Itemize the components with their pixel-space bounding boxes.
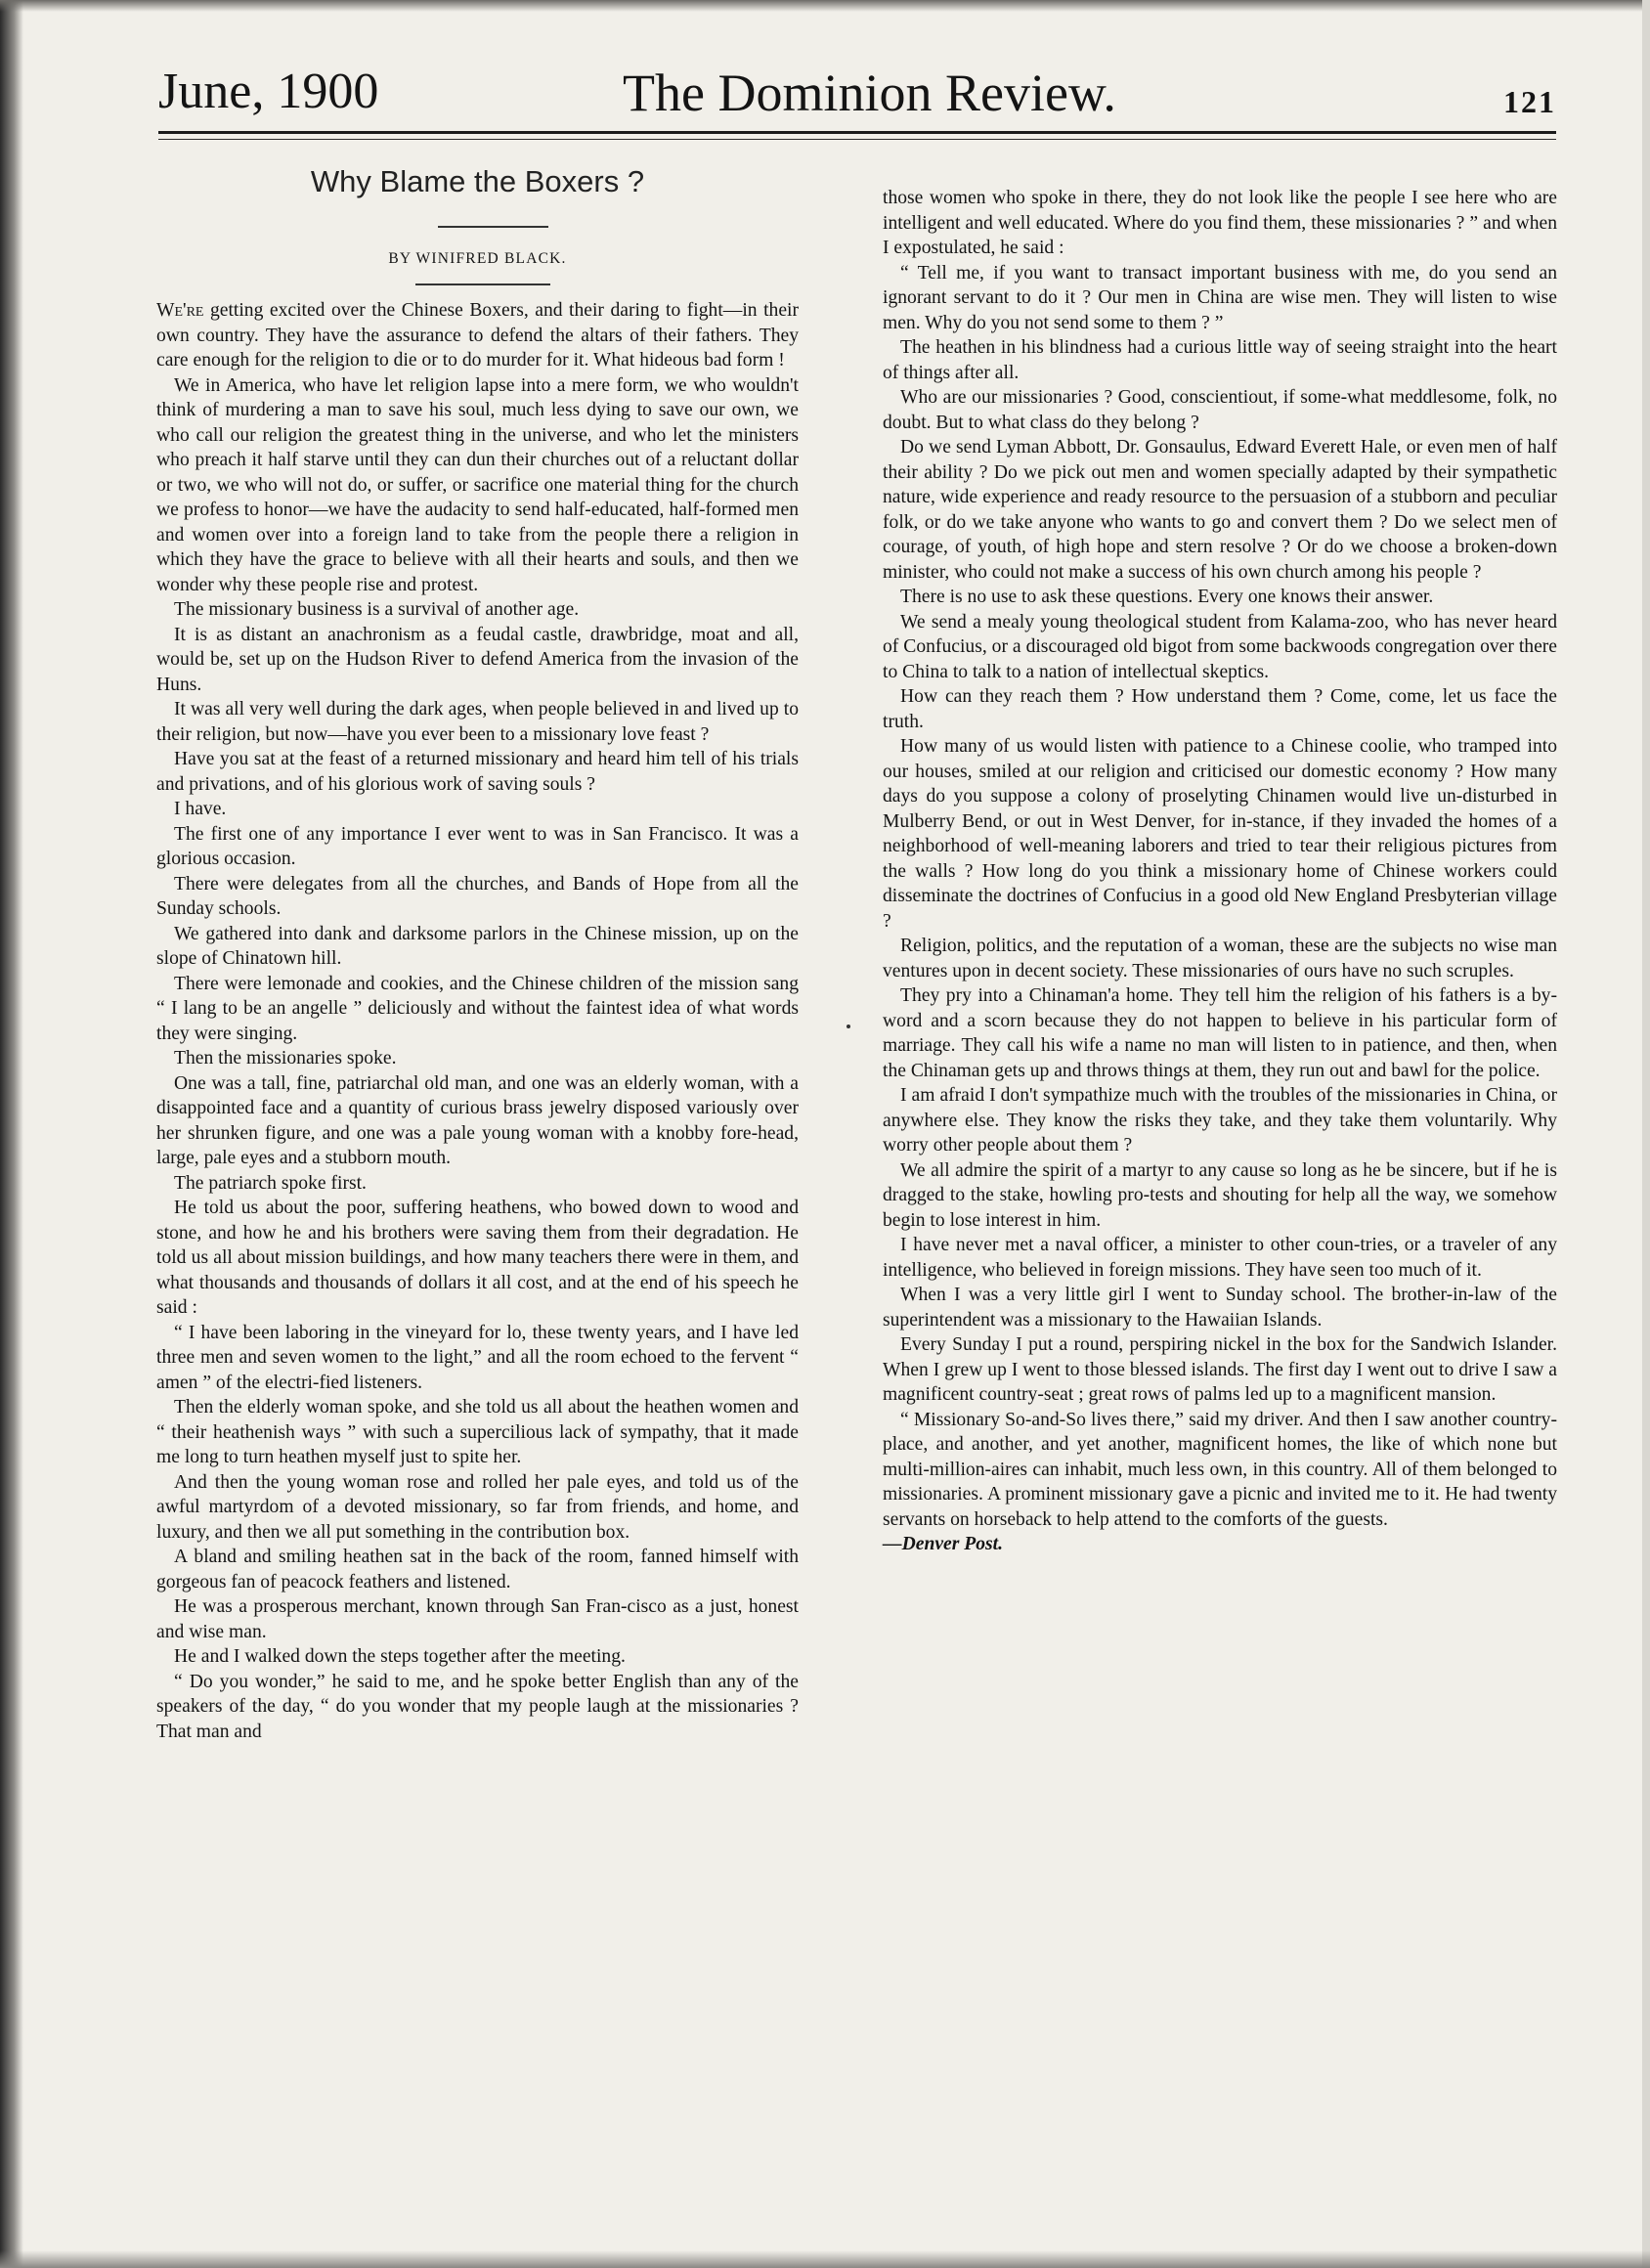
byline: BY WINIFRED BLACK. — [388, 250, 567, 267]
paragraph: The patriarch spoke first. — [174, 1172, 367, 1194]
paragraph: I have. — [174, 799, 227, 819]
page-number: 121 — [1503, 84, 1556, 119]
paragraph: It is as distant an anachronism as a feudal castle, drawbridge, moat and all, would be, set up on the Hudson River to defend America from the invasion of the Huns. — [156, 624, 799, 695]
paragraph: The first one of any importance I ever went to was in San Francisco. It was a glorious occasion. — [156, 823, 799, 869]
paragraph: Every Sunday I put a round, perspiring nickel in the box for the Sandwich Islander. When I grew up I went to those blessed islands. The first day I went out to drive I saw a magnificent country-seat ; great rows of palms led up to a magnificent mansion. — [883, 1334, 1557, 1405]
paragraph: “ I have been laboring in the vineyard for lo, these twenty years, and I have led three men and seven women to the light,” and all the room echoed to the fervent “ amen ” of the electri-fied listeners. — [156, 1322, 799, 1393]
running-header — [158, 61, 1556, 131]
dropcap-word: We're — [156, 300, 204, 321]
paragraph: One was a tall, fine, patriarchal old man, and one was an elderly woman, with a disappointed face and a quantity of curious brass jewelry disposed variously over her shrunken figure, and one was a pale young woman with a knobby fore-head, large, pale eyes and a stubborn mouth. — [156, 1072, 799, 1168]
column-right — [883, 186, 1557, 1557]
paragraph: It was all very well during the dark ages, when people believed in and lived up to their religion, but now—have you ever been to a missionary love feast ? — [156, 699, 799, 745]
paragraph: How can they reach them ? How understand them ? Come, come, let us face the truth. — [883, 686, 1557, 732]
paragraph: And then the young woman rose and rolled her pale eyes, and told us of the awful martyrdom of a devoted missionary, so far from friends, and home, and luxury, and then we all put something in the contribution box. — [156, 1471, 799, 1543]
paragraph: Do we send Lyman Abbott, Dr. Gonsaulus, Edward Everett Hale, or even men of half their ability ? Do we pick out men and women specially adapted by their sympathetic nature, wide experience and ready resource to the persuasion of a stubborn and peculiar folk, or do we take anyone who wants to go and convert them ? Do we select men of courage, of youth, of high hope and stern resolve ? Or do we choose a broken-down minister, who could not make a success of his own church among his people ? — [883, 437, 1557, 583]
paragraph: “ Missionary So-and-So lives there,” said my driver. And then I saw another country-place, and another, and yet another, magnificent homes, the like of which none but multi-million-aires can inhabit, much less own, in this country. All of them belonged to missionaries. A prominent missionary gave a picnic and invited me to it. He had twenty servants on horseback to help attend to the comforts of the guests. — [883, 1409, 1557, 1530]
source-credit: —Denver Post. — [883, 1534, 1003, 1554]
paragraph: A bland and smiling heathen sat in the back of the room, fanned himself with gorgeous fan of peacock feathers and listened. — [156, 1547, 799, 1592]
paragraph: Then the missionaries spoke. — [174, 1048, 397, 1069]
paragraph: There were lemonade and cookies, and the Chinese children of the mission sang “ I lang to be an angelle ” deliciously and without the faintest idea of what words they were singing. — [156, 973, 799, 1044]
paragraph: We in America, who have let religion lapse into a mere form, we who wouldn't think of murdering a man to save his soul, much less dying to save our own, we who call our religion the greatest thing in the universe, and who let the ministers who preach it half starve until they can dun their churches out of a reluctant dollar or two, we who will not do, or suffer, or sacrifice one material thing for the church we profess to honor—we have the audacity to send half-educated, half-formed men and women over into a foreign land to take from the people there a religion in which they have the grace to believe with all their hearts and souls, and then we wonder why these people rise and protest. — [156, 374, 799, 595]
page-edge-right — [1642, 0, 1650, 2268]
paragraph: He told us about the poor, suffering heathens, who bowed down to wood and stone, and how he and his brothers were saving them from their degradation. He told us all about mission buildings, and how many teachers there were in them, and what thousands and thousands of dollars it all cost, and at the end of his speech he said : — [156, 1198, 799, 1318]
paragraph: There were delegates from all the churches, and Bands of Hope from all the Sunday schools. — [156, 873, 799, 919]
title-rule — [438, 226, 548, 228]
paragraph-text: getting excited over the Chinese Boxers, and their daring to fight—in their own country. They have the assurance to defend the altars of their fathers. They care enough for the religion to die or to do murder for it. What hideous bad form ! — [156, 300, 799, 371]
column-left — [156, 298, 799, 1744]
paragraph: “ Tell me, if you want to transact important business with me, do you send an ignorant servant to do it ? Our men in China are wise men. They will listen to wise men. Why do you not send some to them ? ” — [883, 262, 1557, 333]
paragraph: Religion, politics, and the reputation of a woman, these are the subjects no wise man ventures upon in decent society. These missionaries of ours have no such scruples. — [883, 936, 1557, 981]
paragraph: We all admire the spirit of a martyr to any cause so long as he be sincere, but if he is dragged to the stake, howling pro-tests and shouting for help all the way, we somehow begin to lose interest in him. — [883, 1159, 1557, 1231]
byline-rule — [415, 284, 550, 285]
paragraph: We send a mealy young theological student from Kalama-zoo, who has never heard of Confucius, or a discouraged old bigot from some backwoods congregation over there to China to talk to a nation of intellectual skeptics. — [883, 611, 1557, 682]
paragraph: The missionary business is a survival of another age. — [174, 599, 580, 620]
paragraph: those women who spoke in there, they do not look like the people I see here who are intelligent and well educated. Where do you find them, these missionaries ? ” and when I expostulated, he said : — [883, 188, 1557, 258]
paragraph: I am afraid I don't sympathize much with the troubles of the missionaries in China, or anywhere else. They know the risks they take, and they take them voluntarily. Why worry other people about them ? — [883, 1085, 1557, 1156]
paragraph: “ Do you wonder,” he said to me, and he spoke better English than any of the speakers of the day, “ do you wonder that my people laugh at the missionaries ? That man and — [156, 1671, 799, 1742]
paragraph: I have never met a naval officer, a minister to other coun-tries, or a traveler of any intelligence, who believed in foreign missions. They have seen too much of it. — [883, 1235, 1557, 1281]
paragraph: We gathered into dank and darksome parlors in the Chinese mission, up on the slope of Chinatown hill. — [156, 923, 799, 969]
paragraph: There is no use to ask these questions. Every one knows their answer. — [900, 587, 1434, 607]
paragraph: When I was a very little girl I went to Sunday school. The brother-in-law of the superintendent was a missionary to the Hawaiian Islands. — [883, 1285, 1557, 1330]
article-title: Why Blame the Boxers ? — [310, 164, 645, 198]
paragraph: The heathen in his blindness had a curious little way of seeing straight into the heart of things after all. — [883, 337, 1557, 383]
paragraph: Then the elderly woman spoke, and she told us all about the heathen women and “ their heathenish ways ” with such a supercilious lack of sympathy, that it made me long to turn heathen myself just to spite her. — [156, 1397, 799, 1467]
paragraph: How many of us would listen with patience to a Chinese coolie, who tramped into our houses, smiled at our religion and criticised our domestic economy ? How many days do you suppose a colony of proselyting Chinamen would live un-disturbed in Mulberry Bend, or out in West Denver, for in-stance, if they invaded the homes of a neighborhood of well-meaning laborers and tried to tear their religious pictures from the walls ? How long do you think a missionary home of Chinese workers could disseminate the doctrines of Confucius in a good old New England Presbyterian village ? — [883, 736, 1557, 932]
paragraph: Who are our missionaries ? Good, conscientiout, if some-what meddlesome, folk, no doubt. But to what class do they belong ? — [883, 387, 1557, 433]
page-edge-left — [0, 0, 23, 2268]
paragraph — [156, 298, 799, 373]
paragraph: They pry into a Chinaman'a home. They tell him the religion of his fathers is a by-word and a scorn because they do not happen to believe in his particular form of marriage. They call his wife a name no man will listen to in patience, and then, when the Chinaman gets up and throws things at them, they run out and bawl for the police. — [883, 985, 1557, 1081]
page-edge-bottom — [0, 2250, 1650, 2268]
header-date: June, 1900 — [158, 64, 379, 119]
paragraph: He and I walked down the steps together after the meeting. — [174, 1646, 626, 1667]
header-rule-thin — [158, 139, 1556, 140]
page-edge-top — [0, 0, 1650, 12]
paragraph: Have you sat at the feast of a returned missionary and heard him tell of his trials and privations, and of his glorious work of saving souls ? — [156, 749, 799, 795]
paragraph: He was a prosperous merchant, known through San Fran-cisco as a just, honest and wise man. — [156, 1596, 799, 1642]
journal-title: The Dominion Review. — [623, 64, 1116, 122]
print-speck — [847, 1025, 850, 1028]
header-rule-thick — [158, 131, 1556, 134]
